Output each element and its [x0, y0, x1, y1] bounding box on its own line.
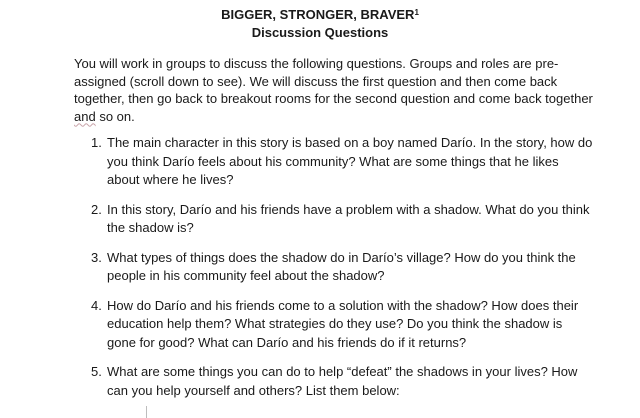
question-text: How do Darío and his friends come to a solution with the shadow? How does their education help them? What strategies do they use? Do you think the shadow is gone for good? What can Darío and his friends do if it returns? — [107, 297, 579, 350]
document-subtitle: Discussion Questions — [251, 25, 389, 40]
question-number: 3. — [91, 249, 102, 265]
spellcheck-flagged-word[interactable]: and — [74, 108, 96, 124]
question-number: 1. — [91, 135, 102, 150]
question-text: The main character in this story is based on a boy named Darío. In the story, how do you think Darío feels about his community? What are some things that he likes about where he lives? — [107, 135, 593, 187]
intro-text: You will work in groups to discuss the following questions. Groups and roles are pre-assigned (scroll down to see). We will discuss the first question and then come back together, then go back to breakout rooms for the second question and come back together — [74, 56, 593, 106]
question-text: What are some things you can do to help “defeat” the shadows in your lives? How can you help yourself and others? List them below: — [107, 364, 578, 398]
intro-text-end: so on. — [95, 108, 135, 124]
footnote-marker[interactable]: 1 — [414, 8, 419, 17]
text-cursor[interactable] — [146, 406, 147, 418]
question-list — [74, 134, 594, 411]
question-item-4 — [74, 297, 594, 353]
question-number: 5. — [91, 364, 102, 379]
document-title-text: BIGGER, STRONGER, BRAVER — [221, 7, 415, 22]
question-item-1 — [74, 134, 594, 190]
intro-paragraph — [74, 55, 594, 125]
question-number: 2. — [91, 201, 102, 217]
question-text: In this story, Darío and his friends have a problem with a shadow. What do you think the shadow is? — [107, 201, 590, 235]
question-number: 4. — [91, 297, 102, 313]
document-title — [0, 6, 640, 23]
question-item-2 — [74, 201, 594, 238]
question-text: What types of things does the shadow do in Darío’s village? How do you think the people in his community feel about the shadow? — [107, 249, 576, 283]
question-item-3 — [74, 249, 594, 286]
question-item-5 — [74, 363, 594, 400]
